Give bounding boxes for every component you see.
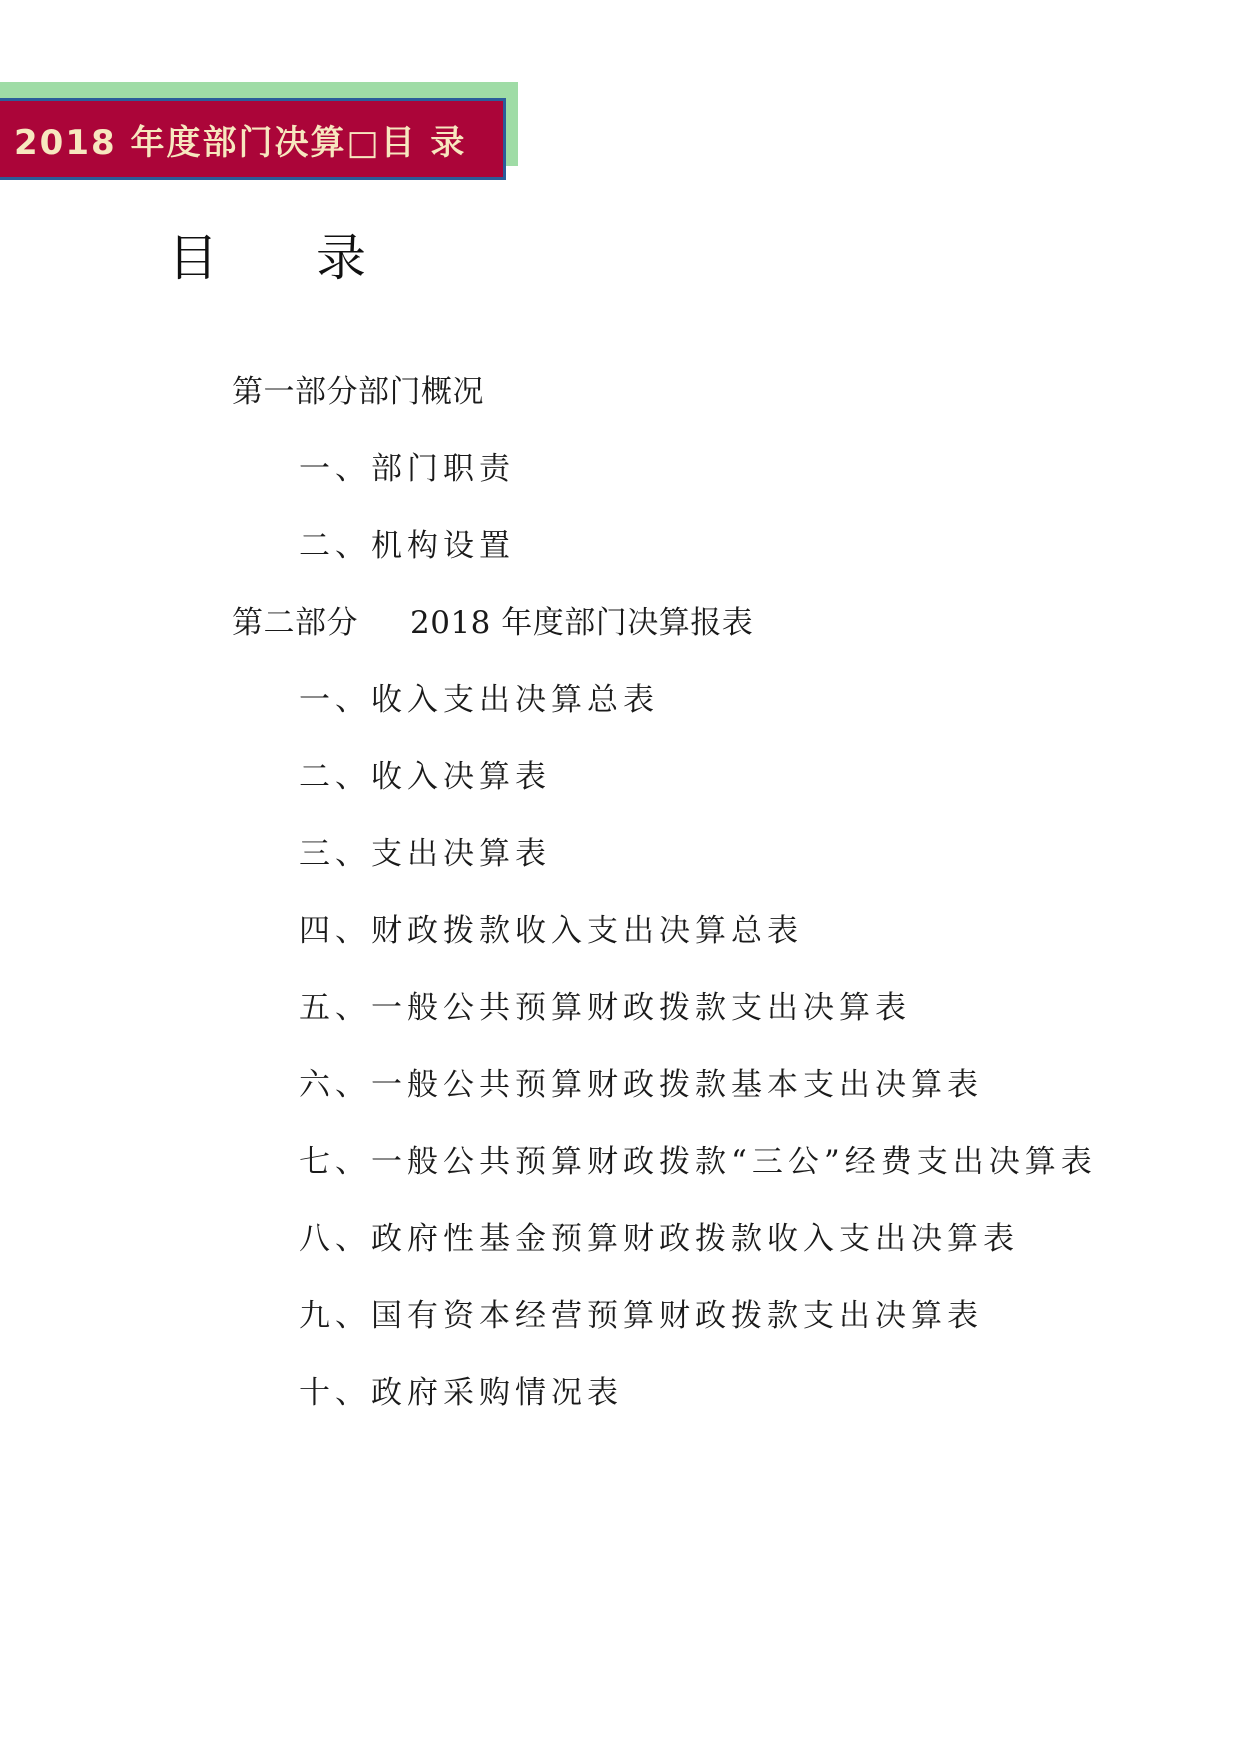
toc-part-2-prefix: 第二部分 xyxy=(232,605,358,641)
table-of-contents xyxy=(0,368,1241,1446)
toc-item-part2-10[interactable]: 十、政府采购情况表 xyxy=(299,1375,623,1411)
page-title: 目录 xyxy=(168,229,464,287)
toc-item-part2-8[interactable]: 八、政府性基金预算财政拨款收入支出决算表 xyxy=(299,1221,1019,1257)
toc-item-part2-1[interactable]: 一、收入支出决算总表 xyxy=(299,682,659,718)
toc-item-part1-2[interactable]: 二、机构设置 xyxy=(299,528,515,564)
header-banner-text: 2018 年度部门决算□目 录 xyxy=(14,122,467,163)
header-banner xyxy=(0,98,506,180)
toc-part-2[interactable] xyxy=(0,599,1241,676)
toc-part-2-suffix: 2018 年度部门决算报表 xyxy=(410,605,754,641)
toc-item-part2-6[interactable]: 六、一般公共预算财政拨款基本支出决算表 xyxy=(299,1067,983,1103)
toc-item-part1-1[interactable]: 一、部门职责 xyxy=(299,451,515,487)
toc-item-part2-5[interactable]: 五、一般公共预算财政拨款支出决算表 xyxy=(299,990,911,1026)
toc-item-part2-7[interactable]: 七、一般公共预算财政拨款“三公”经费支出决算表 xyxy=(299,1144,1097,1180)
toc-part-1[interactable]: 第一部分部门概况 xyxy=(232,374,484,410)
toc-item-part2-4[interactable]: 四、财政拨款收入支出决算总表 xyxy=(299,913,803,949)
toc-item-part2-2[interactable]: 二、收入决算表 xyxy=(299,759,551,795)
toc-item-part2-3[interactable]: 三、支出决算表 xyxy=(299,836,551,872)
toc-item-part2-9[interactable]: 九、国有资本经营预算财政拨款支出决算表 xyxy=(299,1298,983,1334)
